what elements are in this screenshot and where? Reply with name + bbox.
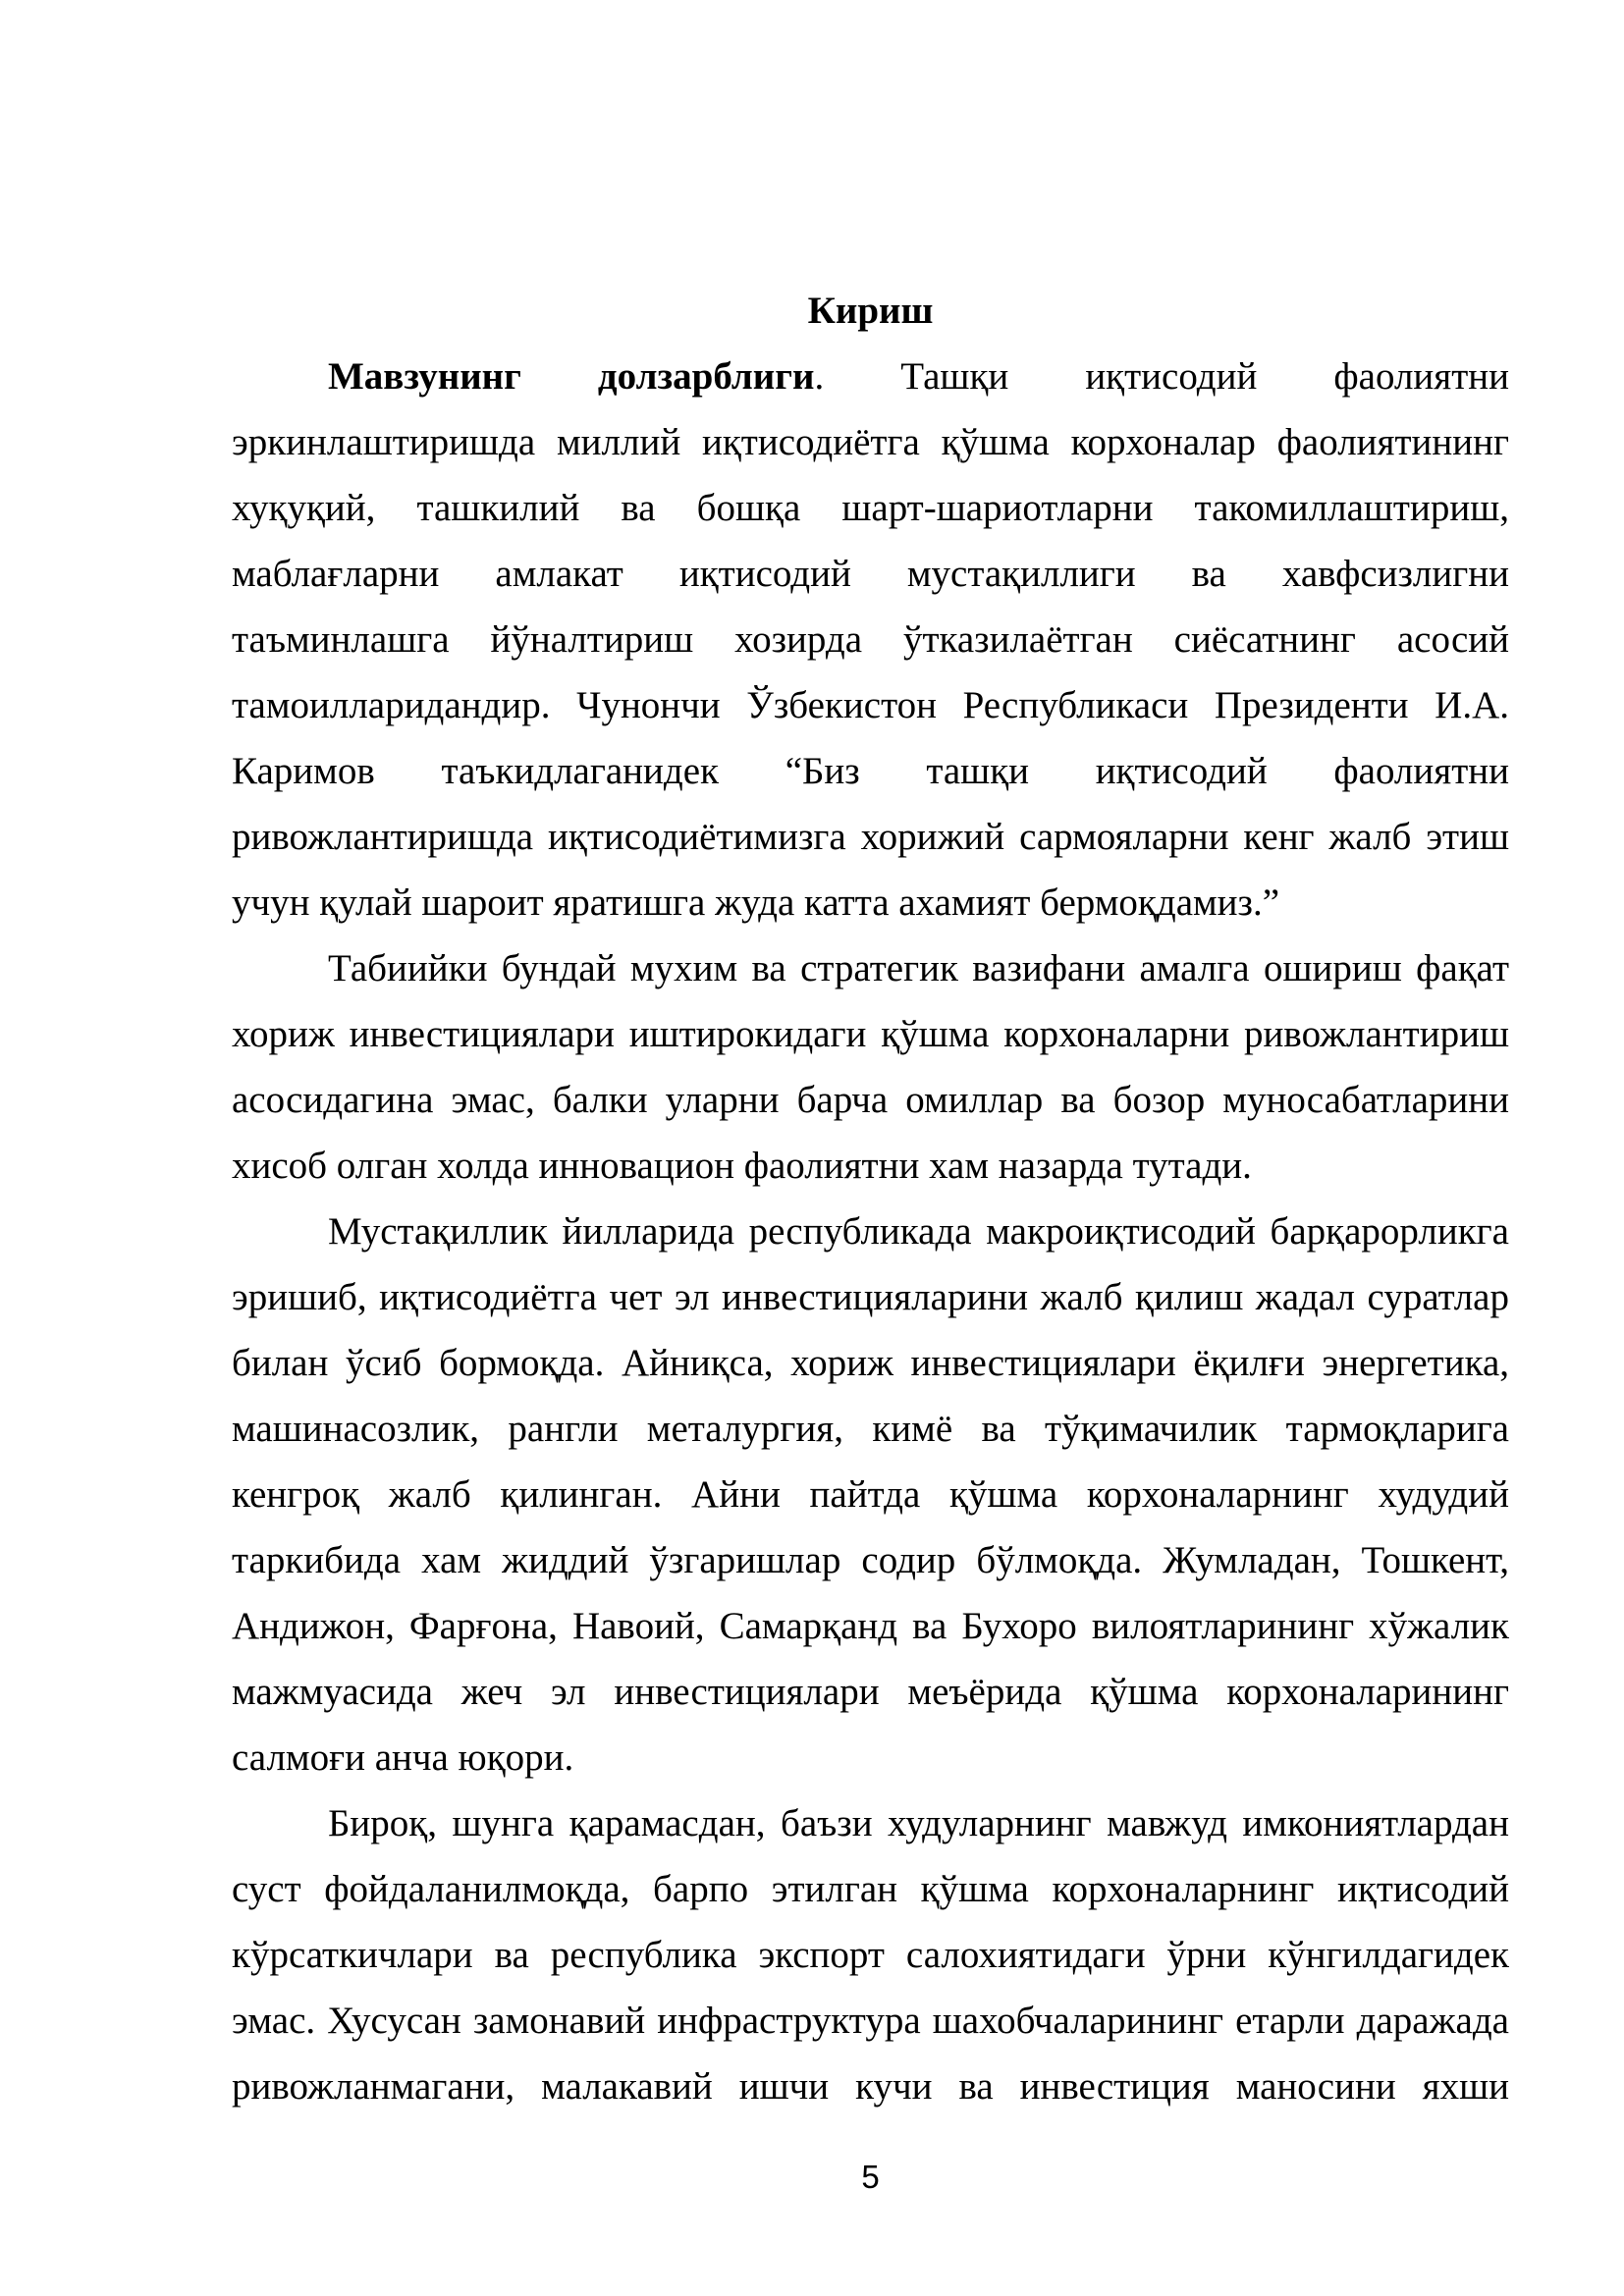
text-line: билан ўсиб бормоқда. Айниқса, хориж инвестициялари ёқилғи энергетика, [232,1342,1509,1384]
text-line: мажмуасида жеч эл инвестициялари меъёрида қўшма корхоналарининг [232,1671,1509,1713]
text-line: маблағларни амлакат иқтисодий мустақиллиги ва хавфсизлигни [232,553,1509,595]
text-column [232,278,1509,2119]
text-line: ривожланмагани, малакавий ишчи кучи ва инвестиция маносини яхши [232,2065,1509,2108]
bold-lead-in: Мавзунинг долзарблиги [328,355,815,398]
text-line: таркибида хам жиддий ўзгаришлар содир бўлмоқда. Жумладан, Тошкент, [232,1539,1509,1581]
text-line: Андижон, Фарғона, Навоий, Самарқанд ва Бухоро вилоятларининг хўжалик [232,1605,1509,1647]
text-line: хориж инвестициялари иштирокидаги қўшма корхоналарни ривожлантириш [232,1013,1509,1055]
text-line: эркинлаштиришда миллий иқтисодиётга қўшма корхоналар фаолиятининг [232,421,1509,463]
text-line: таъминлашга йўналтириш хозирда ўтказилаётган сиёсатнинг асосий [232,618,1509,661]
text-line: машинасозлик, рангли металургия, кимё ва тўқимачилик тармоқларига [232,1408,1509,1450]
text-line: эмас. Хусусан замонавий инфраструктура шахобчаларининг етарли даражада [232,2000,1509,2042]
text-line: салмоғи анча юқори. [232,1736,574,1779]
paragraph [232,1199,1509,1790]
page-title: Кириш [807,290,934,332]
text-line: учун қулай шароит яратишга жуда катта ахамият бермоқдамиз.” [232,881,1280,924]
body-text [232,344,1509,2119]
text-line: суст фойдаланилмоқда, барпо этилган қўшма корхоналарнинг иқтисодий [232,1868,1509,1910]
text-line: хисоб олган холда инновацион фаолиятни хам назарда тутади. [232,1145,1252,1187]
text-line: ривожлантиришда иқтисодиётимизга хорижий сармояларни кенг жалб этиш [232,816,1509,858]
text-line: хуқуқий, ташкилий ва бошқа шарт-шариотларни такомиллаштириш, [232,487,1509,529]
text-line: Каримов таъкидлаганидек “Биз ташқи иқтисодий фаолиятни [232,750,1509,792]
paragraph [232,935,1509,1199]
text-line: эришиб, иқтисодиётга чет эл инвестицияларини жалб қилиш жадал суратлар [232,1276,1509,1318]
text-line: Мустақиллик йилларида республикада макроиқтисодий барқарорликга [328,1210,1509,1253]
text-line: кенгроқ жалб қилинган. Айни пайтда қўшма корхоналарнинг худудий [232,1473,1509,1516]
text-line: Табиийки бундай мухим ва стратегик вазифани амалга ошириш фақат [328,947,1509,989]
text-line: Мавзунинг долзарблиги. Ташқи иқтисодий фаолиятни [328,355,1510,398]
text-line: Бироқ, шунга қарамасдан, баъзи худуларнинг мавжуд имкониятлардан [328,1802,1509,1844]
paragraph [232,344,1509,935]
text-line: тамоилларидандир. Чунончи Ўзбекистон Республикаси Президенти И.А. [232,684,1509,726]
text-line: кўрсаткичлари ва республика экспорт салохиятидаги ўрни кўнгилдагидек [232,1934,1509,1976]
paragraph [232,1790,1509,2119]
text-line: асосидагина эмас, балки уларни барча омиллар ва бозор муносабатларини [232,1079,1509,1121]
page-number: 5 [861,2159,880,2195]
